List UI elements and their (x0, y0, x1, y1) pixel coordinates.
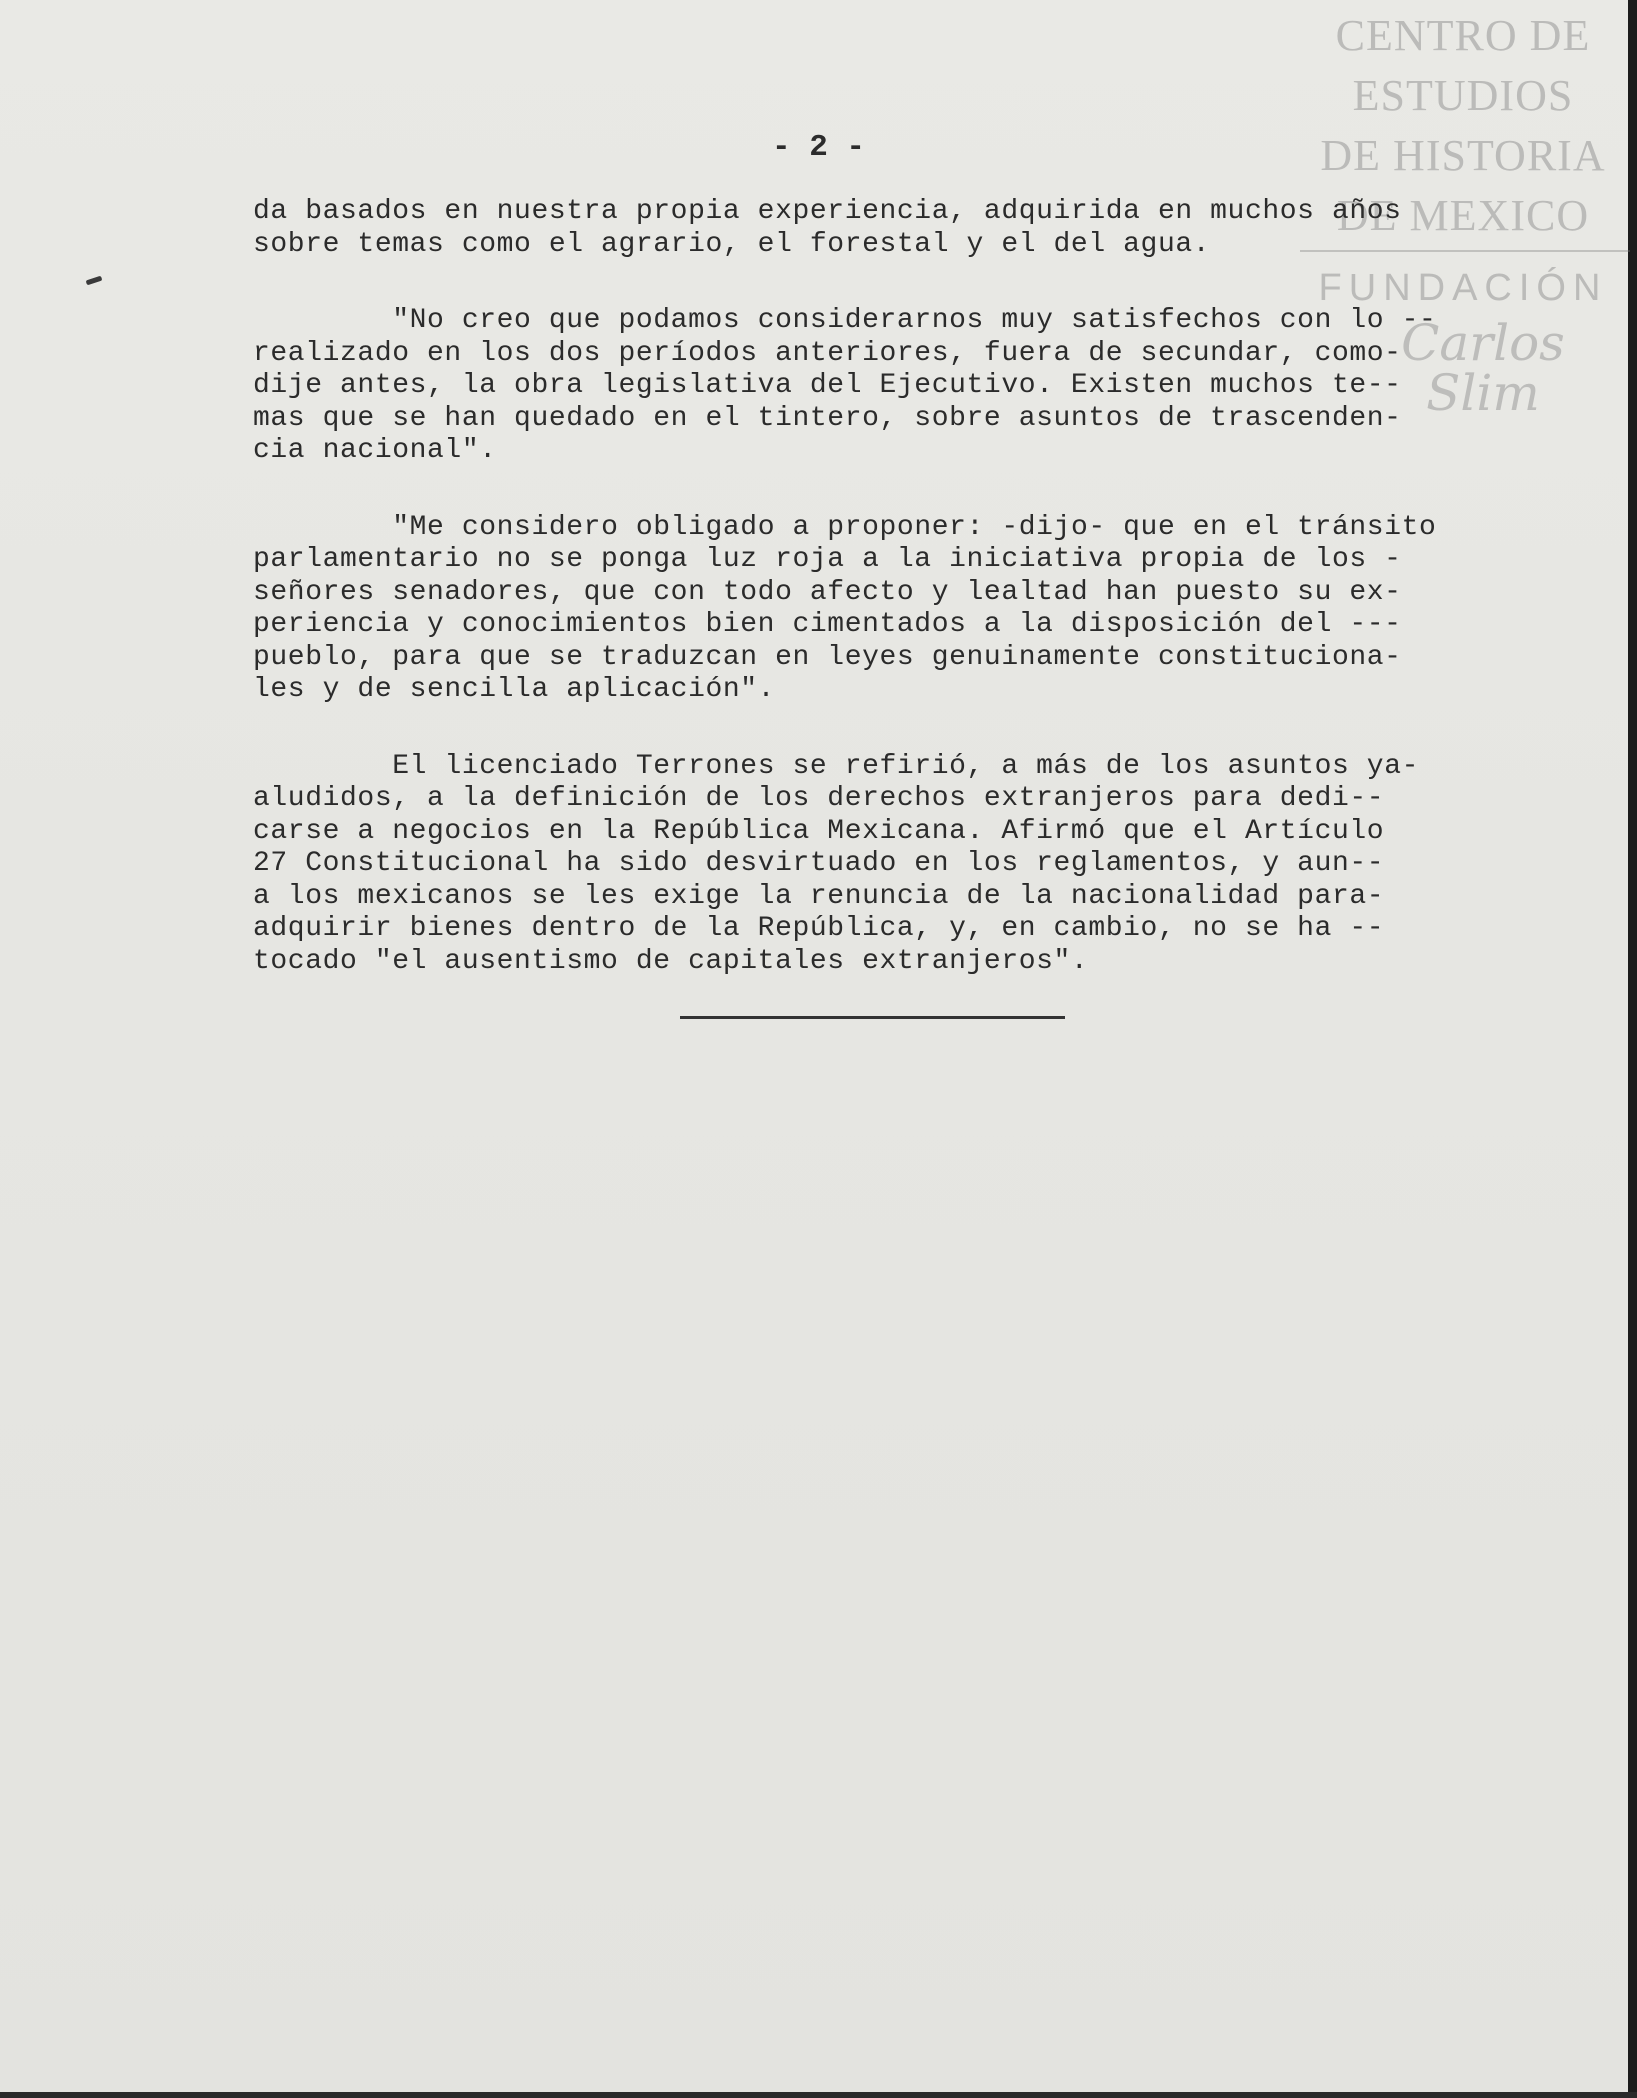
paragraph-2: "No creo que podamos considerarnos muy satisfechos con lo -- realizado en los dos períodos anteriores, fuera de secundar, como- dije antes, la obra legislativa del Ejecutivo. Existen muchos te-- mas que se han quedado en el tintero, sobre asuntos de trascenden- cia nacional". (253, 305, 1437, 466)
watermark-line-3: DE HISTORIA (1320, 131, 1606, 180)
watermark-line-2: ESTUDIOS (1352, 71, 1574, 120)
page-number: - 2 - (771, 130, 865, 165)
paragraph-3: "Me considero obligado a proponer: -dijo- que en el tránsito parlamentario no se ponga luz roja a la iniciativa propia de los - señores senadores, que con todo afecto y lealtad han puesto su ex- periencia y conocimientos bien cimentados a la disposición del --- pueblo, para que se traduzcan en leyes genuinamente constituciona- les y de sencilla aplicación". (253, 511, 1437, 705)
document-body (253, 196, 1523, 1022)
scan-edge-bottom (0, 2092, 1637, 2098)
watermark-line-1: CENTRO DE (1335, 11, 1591, 60)
scan-edge-right (1628, 0, 1637, 2098)
paragraph-1: da basados en nuestra propia experiencia, adquirida en muchos años sobre temas como el agrario, el forestal y el del agua. (253, 196, 1402, 260)
paragraph-4: El licenciado Terrones se refirió, a más de los asuntos ya- aludidos, a la definición de los derechos extranjeros para dedi-- carse a negocios en la República Mexicana. Afirmó que el Artículo 27 Constitucional ha sido desvirtuado en los reglamentos, y aun-- a los mexicanos se les exige la renuncia de la nacionalidad para- adquirir bienes dentro de la República, y, en cambio, no se ha -- tocado "el ausentismo de capitales extranjeros". (253, 750, 1419, 977)
watermark-signature: Carlos Slim (1401, 314, 1565, 422)
closing-rule (680, 1016, 1065, 1019)
watermark-line-4: DE MEXICO (1336, 191, 1590, 240)
watermark-foundation: FUNDACIÓN (1318, 267, 1608, 309)
